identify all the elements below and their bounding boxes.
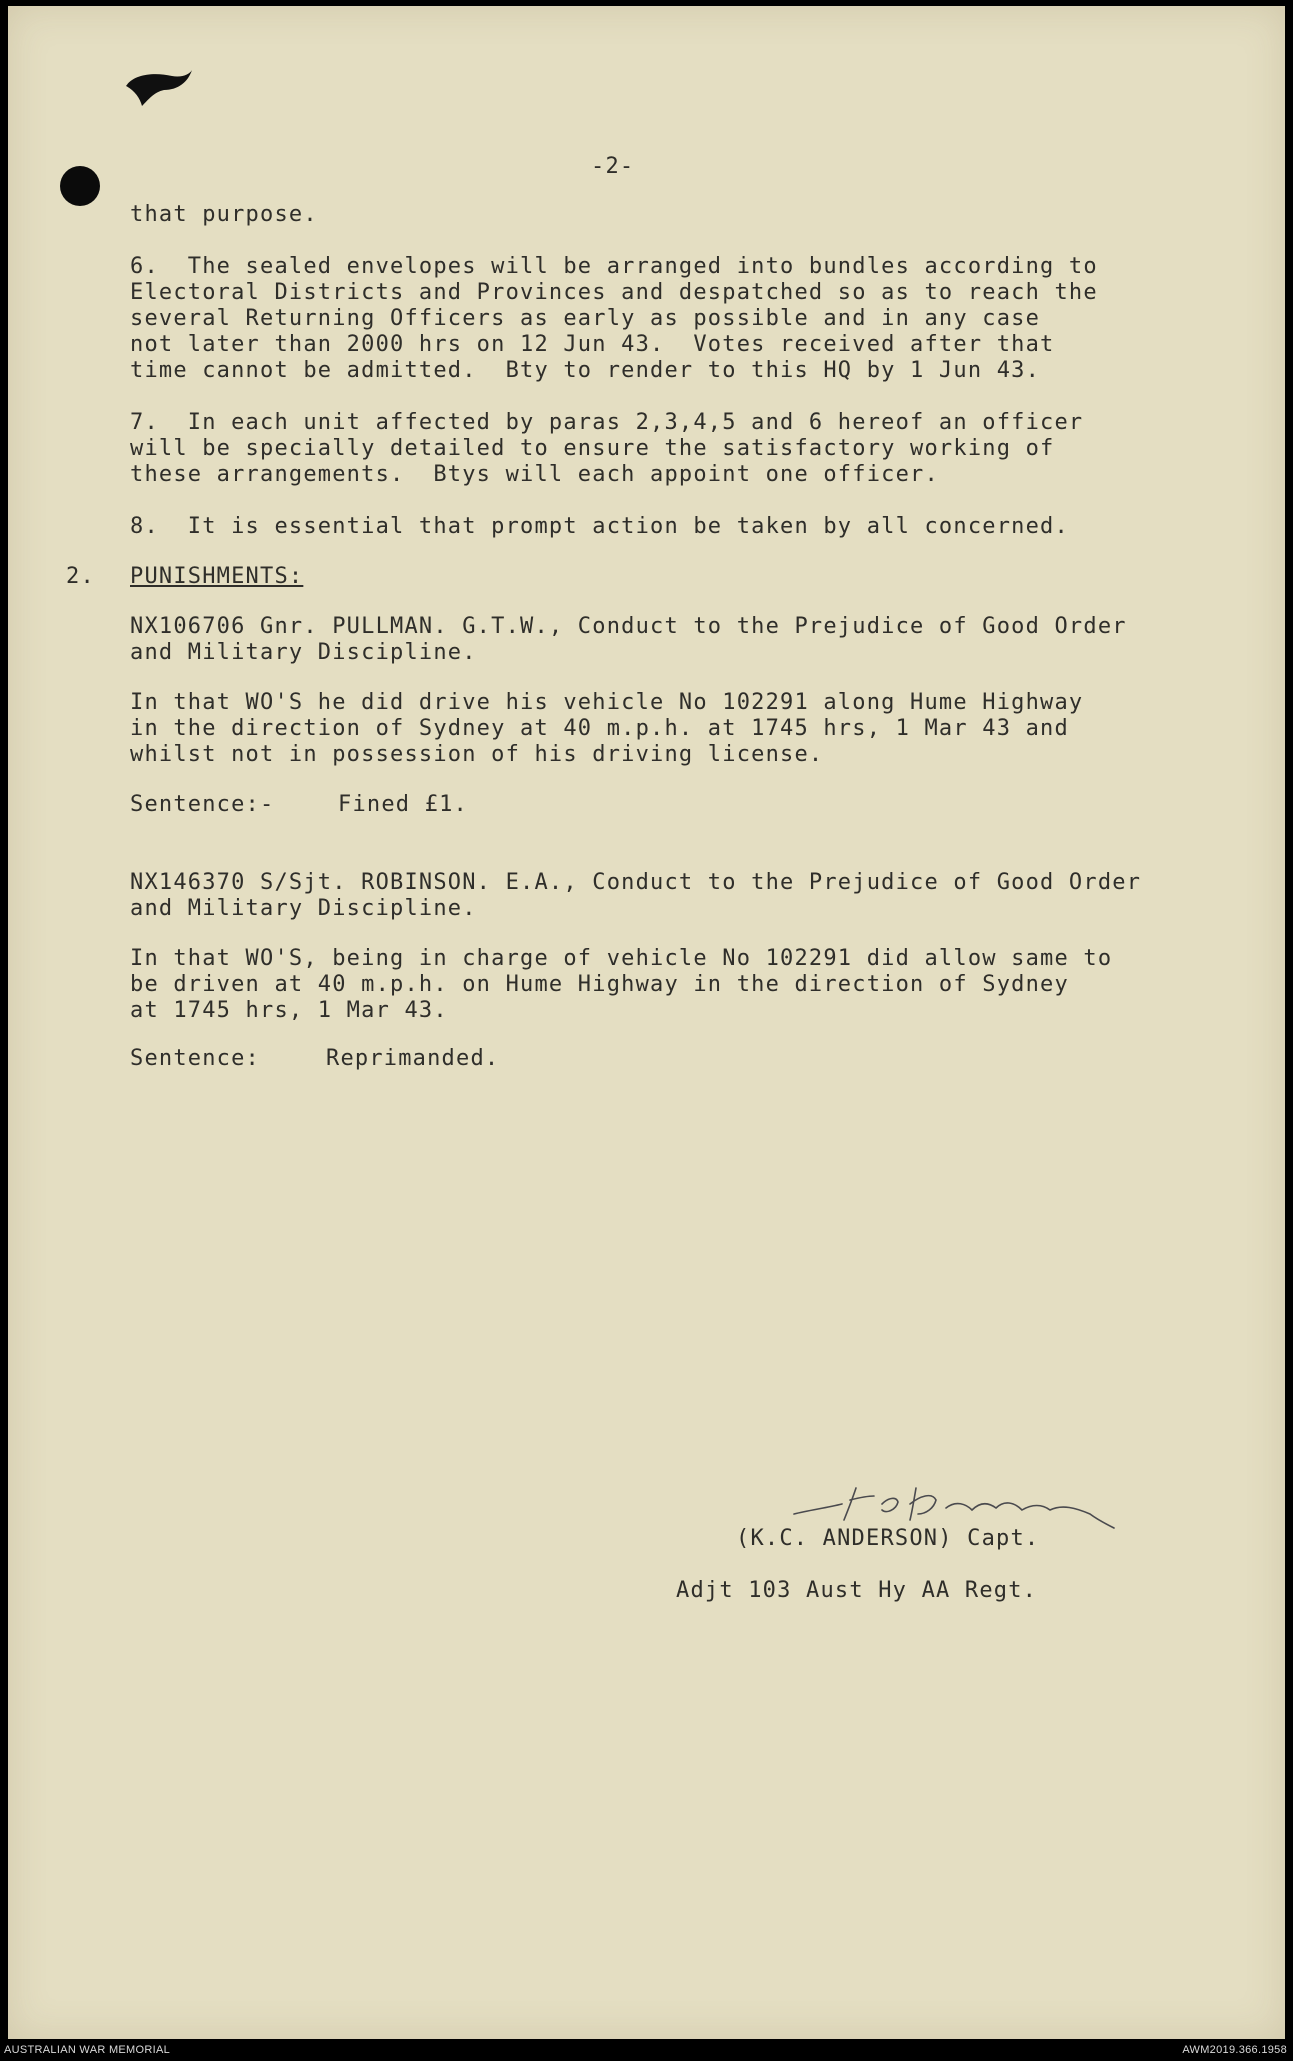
item-6-line-3: several Returning Officers as early as possible and in any case — [130, 306, 1041, 331]
case-1-sentence-label: Sentence:- — [130, 792, 275, 817]
case-1-sentence-value: Fined £1. — [338, 792, 469, 817]
case-2-sentence-label: Sentence: — [130, 1046, 261, 1071]
case-1-charge-line-2: and Military Discipline. — [130, 640, 477, 665]
item-6-line-5: time cannot be admitted. Bty to render to this HQ by 1 Jun 43. — [130, 358, 1041, 383]
footer-reference: AWM2019.366.1958 — [1182, 2044, 1287, 2056]
signatory-title: Adjt 103 Aust Hy AA Regt. — [676, 1578, 1038, 1603]
case-2-detail-line-2: be driven at 40 m.p.h. on Hume Highway in the direction of Sydney — [130, 972, 1069, 997]
case-1-detail-line-3: whilst not in possession of his driving license. — [130, 742, 824, 767]
item-8-line-1: 8. It is essential that prompt action be taken by all concerned. — [130, 514, 1069, 539]
case-1-detail-line-1: In that WO'S he did drive his vehicle No 102291 along Hume Highway — [130, 690, 1084, 715]
page-number: -2- — [591, 154, 635, 179]
torn-corner-mark — [124, 68, 194, 108]
handwritten-signature — [786, 1474, 1136, 1530]
case-2-detail-line-3: at 1745 hrs, 1 Mar 43. — [130, 998, 448, 1023]
item-7-line-1: 7. In each unit affected by paras 2,3,4,5 and 6 hereof an officer — [130, 410, 1084, 435]
signatory-name: (K.C. ANDERSON) Capt. — [736, 1526, 1040, 1551]
section-number: 2. — [66, 564, 95, 589]
case-1-charge-line-1: NX106706 Gnr. PULLMAN. G.T.W., Conduct to the Prejudice of Good Order — [130, 614, 1127, 639]
item-6-line-1: 6. The sealed envelopes will be arranged into bundles according to — [130, 254, 1098, 279]
punch-hole — [60, 166, 100, 206]
case-2-charge-line-1: NX146370 S/Sjt. ROBINSON. E.A., Conduct to the Prejudice of Good Order — [130, 870, 1142, 895]
footer-institution: AUSTRALIAN WAR MEMORIAL — [4, 2044, 171, 2056]
paragraph-continuation: that purpose. — [130, 202, 318, 227]
item-7-line-3: these arrangements. Btys will each appoint one officer. — [130, 462, 939, 487]
item-6-line-4: not later than 2000 hrs on 12 Jun 43. Votes received after that — [130, 332, 1055, 357]
case-1-detail-line-2: in the direction of Sydney at 40 m.p.h. at 1745 hrs, 1 Mar 43 and — [130, 716, 1069, 741]
case-2-sentence-value: Reprimanded. — [326, 1046, 500, 1071]
case-2-detail-line-1: In that WO'S, being in charge of vehicle No 102291 did allow same to — [130, 946, 1113, 971]
case-2-charge-line-2: and Military Discipline. — [130, 896, 477, 921]
document-page — [8, 6, 1285, 2039]
section-heading: PUNISHMENTS: — [130, 564, 304, 589]
item-6-line-2: Electoral Districts and Provinces and despatched so as to reach the — [130, 280, 1098, 305]
item-7-line-2: will be specially detailed to ensure the satisfactory working of — [130, 436, 1055, 461]
